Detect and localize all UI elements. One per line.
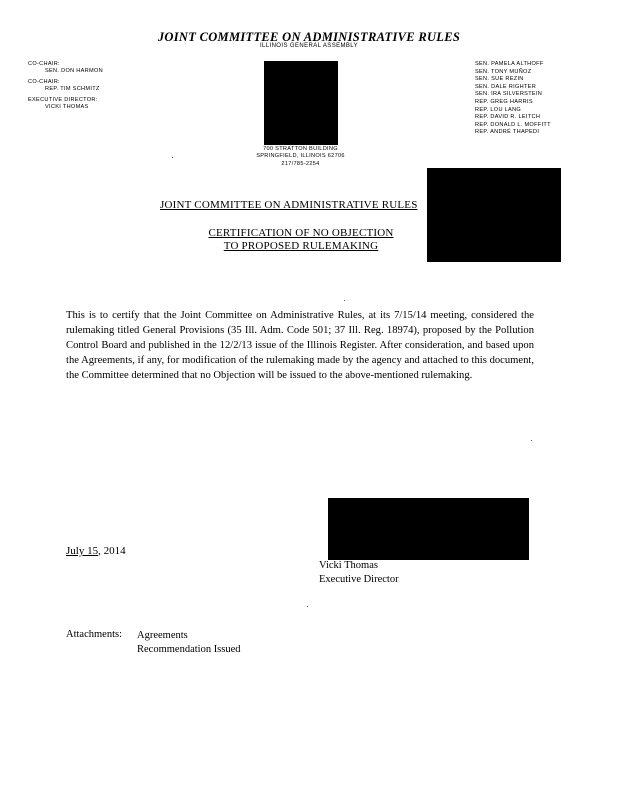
address-line: SPRINGFIELD, ILLINOIS 62706 [256, 153, 345, 160]
letterhead-title: JOINT COMMITTEE ON ADMINISTRATIVE RULES [157, 30, 461, 44]
signer-title: Executive Director [319, 574, 399, 585]
scan-speck [344, 300, 345, 301]
committee-heading: JOINT COMMITTEE ON ADMINISTRATIVE RULES [160, 199, 418, 211]
date-year: , 2014 [98, 545, 126, 557]
certification-date [66, 545, 126, 557]
cert-title-line2: TO PROPOSED RULEMAKING [223, 240, 379, 252]
member-name: SEN. DALE RIGHTER [475, 83, 537, 90]
letterhead-subtitle: ILLINOIS GENERAL ASSEMBLY [259, 43, 359, 49]
letterhead-address [0, 146, 601, 168]
attachment-item: Agreements [137, 630, 188, 641]
member-name: SEN. SUE REZIN [475, 76, 524, 83]
redacted-signature [328, 498, 529, 560]
attachment-item: Recommendation Issued [137, 644, 241, 655]
co-chair-senate-role: CO-CHAIR: [28, 61, 60, 67]
address-line: 700 STRATTON BUILDING [263, 146, 338, 152]
letterhead-left-column [28, 61, 103, 111]
scan-speck [531, 440, 532, 441]
member-name: SEN. IRA SILVERSTEIN [475, 91, 543, 98]
member-name: SEN. PAMELA ALTHOFF [475, 61, 544, 67]
member-name: REP. LOU LANG [475, 106, 522, 113]
attachments-label: Attachments: [66, 629, 122, 640]
letterhead-member-list [475, 61, 551, 137]
certification-body: This is to certify that the Joint Committee on Administrative Rules, at its 7/15/14 meeting, considered the rulemaking titled General Provisions (35 Ill. Adm. Code 501; 37 Ill. Reg. 18974), proposed by the Pollution Control Board and published in the 12/2/13 issue of the Illinois Register. After consideration, and based upon the Agreements, if any, for modification of the rulemaking made by the agency and attached to this document, the Committee determined that no Objection will be issued to the above-mentioned rulemaking. [66, 310, 534, 381]
scan-speck [307, 606, 308, 607]
member-name: REP. ANDRÉ THAPEDI [475, 129, 540, 136]
signer-block [319, 559, 399, 587]
cert-title-line1: CERTIFICATION OF NO OBJECTION [208, 227, 394, 239]
scan-speck [172, 157, 173, 158]
redacted-seal [264, 61, 338, 145]
co-chair-senate-name: SEN. DON HARMON [45, 68, 103, 74]
date-month-day: July 15 [66, 545, 99, 557]
executive-director-role: EXECUTIVE DIRECTOR: [28, 97, 98, 103]
executive-director-name: VICKI THOMAS [45, 104, 89, 110]
member-name: REP. DONALD L. MOFFITT [475, 121, 551, 128]
member-name: SEN. TONY MUÑOZ [475, 68, 532, 75]
signer-name: Vicki Thomas [319, 560, 378, 571]
co-chair-house-role: CO-CHAIR: [28, 79, 60, 85]
co-chair-house-name: REP. TIM SCHMITZ [45, 86, 100, 92]
address-phone: 217/785-2254 [281, 160, 320, 167]
member-name: REP. DAVID R. LEITCH [475, 114, 541, 121]
attachments-list [137, 629, 241, 657]
certification-title [0, 227, 602, 253]
member-name: REP. GREG HARRIS [475, 98, 533, 105]
